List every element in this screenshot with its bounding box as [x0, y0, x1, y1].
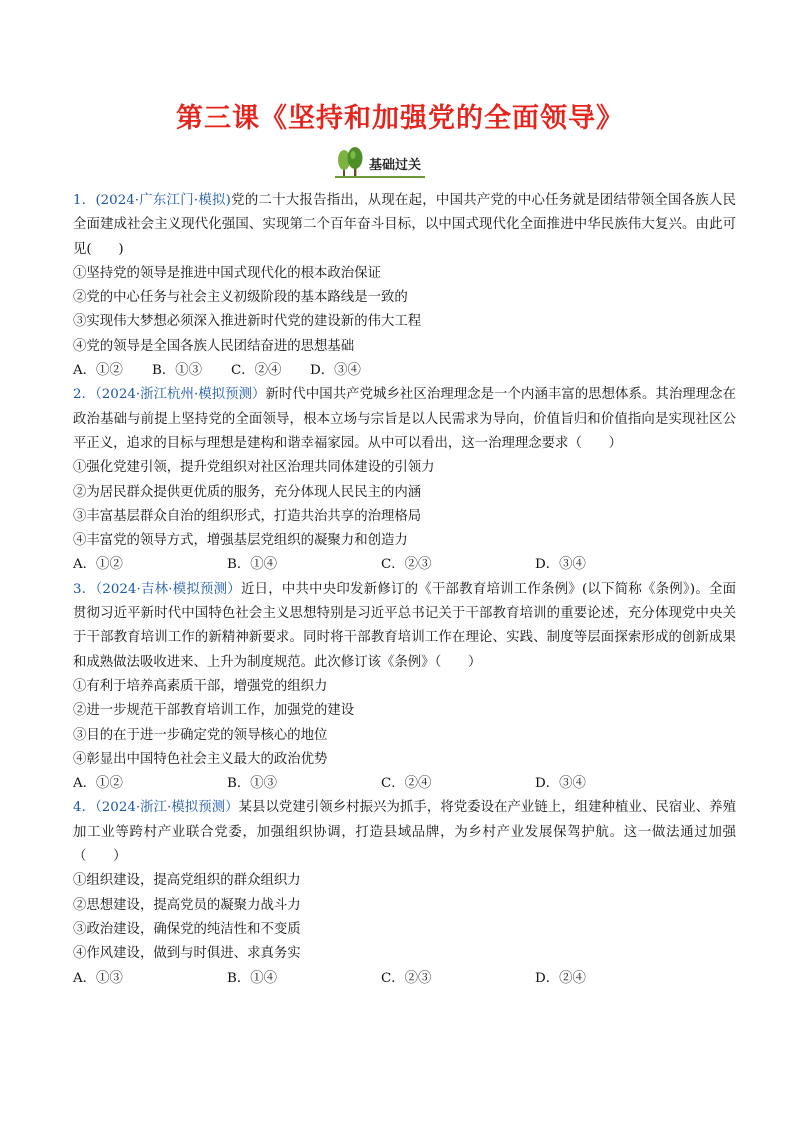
section-underline: [335, 176, 425, 178]
option-item: ④丰富党的领导方式，增强基层党组织的凝聚力和创造力: [73, 533, 408, 549]
question-1: [73, 189, 736, 383]
option-item: ①坚持党的领导是推进中国式现代化的根本政治保证: [73, 265, 381, 281]
question-number: 1．: [73, 193, 96, 208]
question-4: [73, 796, 736, 990]
option-item: ②进一步规范干部教育培训工作，加强党的建设: [73, 703, 355, 719]
answer-choices: [73, 553, 736, 577]
question-source: （2024·浙江·模拟预测）: [95, 800, 239, 816]
answer-choice: C．②③: [381, 970, 432, 986]
question-stem: [73, 796, 736, 869]
answer-choice: B．①③: [227, 776, 278, 792]
question-list: [73, 189, 736, 991]
answer-choice: D．③④: [535, 776, 586, 792]
option-item: ②思想建设，提高党员的凝聚力战斗力: [73, 897, 301, 913]
option-item: ②党的中心任务与社会主义初级阶段的基本路线是一致的: [73, 290, 408, 306]
option-item: ①强化党建引领，提升党组织对社区治理共同体建设的引领力: [73, 460, 435, 476]
answer-choice: C．②④: [381, 776, 432, 792]
tree-icon: [335, 147, 365, 179]
question-stem: [73, 383, 736, 456]
option-item: ④党的领导是全国各族人民团结奋进的思想基础: [73, 338, 355, 354]
answer-choices: [73, 772, 736, 796]
option-item: ②为居民群众提供更优质的服务，充分体现人民民主的内涵: [73, 484, 422, 500]
section-label: 基础过关: [369, 157, 422, 173]
answer-choice: C．②③: [381, 557, 432, 573]
question-number: 4．: [73, 800, 96, 816]
answer-choice: A．①②: [73, 363, 123, 379]
answer-choice: D．②④: [535, 970, 586, 986]
option-item: ④彰显出中国特色社会主义最大的政治优势: [73, 751, 328, 767]
option-item: ①组织建设，提高党组织的群众组织力: [73, 873, 301, 889]
answer-choice: B．①④: [227, 557, 278, 573]
question-text: 某县以党建引领乡村振兴为抓手，将党委设在产业链上，组建种植业、民宿业、养殖加工业等跨村产业联合党委，加强组织协调，打造县域品牌，为乡村产业发展保驾护航。这一做法通过加强（ ）: [73, 800, 737, 865]
question-stem: [73, 578, 736, 675]
answer-choices: [73, 359, 736, 383]
answer-choices: [73, 967, 736, 991]
option-item: ③丰富基层群众自治的组织形式，打造共治共享的治理格局: [73, 508, 422, 524]
option-item: ①有利于培养高素质干部，增强党的组织力: [73, 678, 328, 694]
option-item: ③政治建设，确保党的纯洁性和不变质: [73, 921, 301, 937]
question-number: 3．: [73, 581, 96, 597]
question-text: 近日，中共中央印发新修订的《干部教育培训工作条例》(以下简称《条例》)。全面贯彻习近平新时代中国特色社会主义思想特别是习近平总书记关于干部教育培训的重要论述，充分体现党中央关于干部教育培训工作的新精神新要求。同时将干部教育培训工作在理论、实践、制度等层面探索形成的创新成果和成熟做法吸收进来、上升为制度规范。此次修订该《条例》（ ）: [73, 581, 736, 670]
answer-choice: C．②④: [231, 363, 282, 379]
question-3: [73, 578, 736, 797]
option-item: ③实现伟大梦想必须深入推进新时代党的建设新的伟大工程: [73, 314, 422, 330]
question-number: 2．: [73, 387, 96, 403]
answer-choice: D．③④: [535, 557, 586, 573]
question-source: (2024·广东江门·模拟): [95, 193, 231, 208]
question-source: （2024·吉林·模拟预测）: [95, 581, 241, 597]
option-item: ③目的在于进一步确定党的领导核心的地位: [73, 727, 328, 743]
answer-choice: B．①④: [227, 970, 278, 986]
question-2: [73, 383, 736, 577]
answer-choice: D．③④: [310, 363, 361, 379]
answer-choice: A．①③: [73, 970, 123, 986]
option-item: ④作风建设，做到与时俱进、求真务实: [73, 946, 301, 962]
question-stem: [73, 189, 736, 262]
question-text: 党的二十大报告指出，从现在起，中国共产党的中心任务就是团结带领全国各族人民全面建成社会主义现代化强国、实现第二个百年奋斗目标，以中国式现代化全面推进中华民族伟大复兴。由此可见( ): [73, 193, 736, 257]
section-badge: [335, 146, 421, 180]
answer-choice: B．①③: [152, 363, 203, 379]
question-source: （2024·浙江杭州·模拟预测）: [95, 387, 266, 403]
answer-choice: A．①②: [73, 776, 123, 792]
question-text: 新时代中国共产党城乡社区治理理念是一个内涵丰富的思想体系。其治理理念在政治基础与前提上坚持党的全面领导，根本立场与宗旨是以人民需求为导向，价值旨归和价值指向是实现社区公平正义，追求的目标与理想是建构和谐幸福家园。从中可以看出，这一治理理念要求（ ）: [73, 387, 737, 451]
answer-choice: A．①②: [73, 557, 123, 573]
page-title: 第三课《坚持和加强党的全面领导》: [176, 103, 624, 134]
